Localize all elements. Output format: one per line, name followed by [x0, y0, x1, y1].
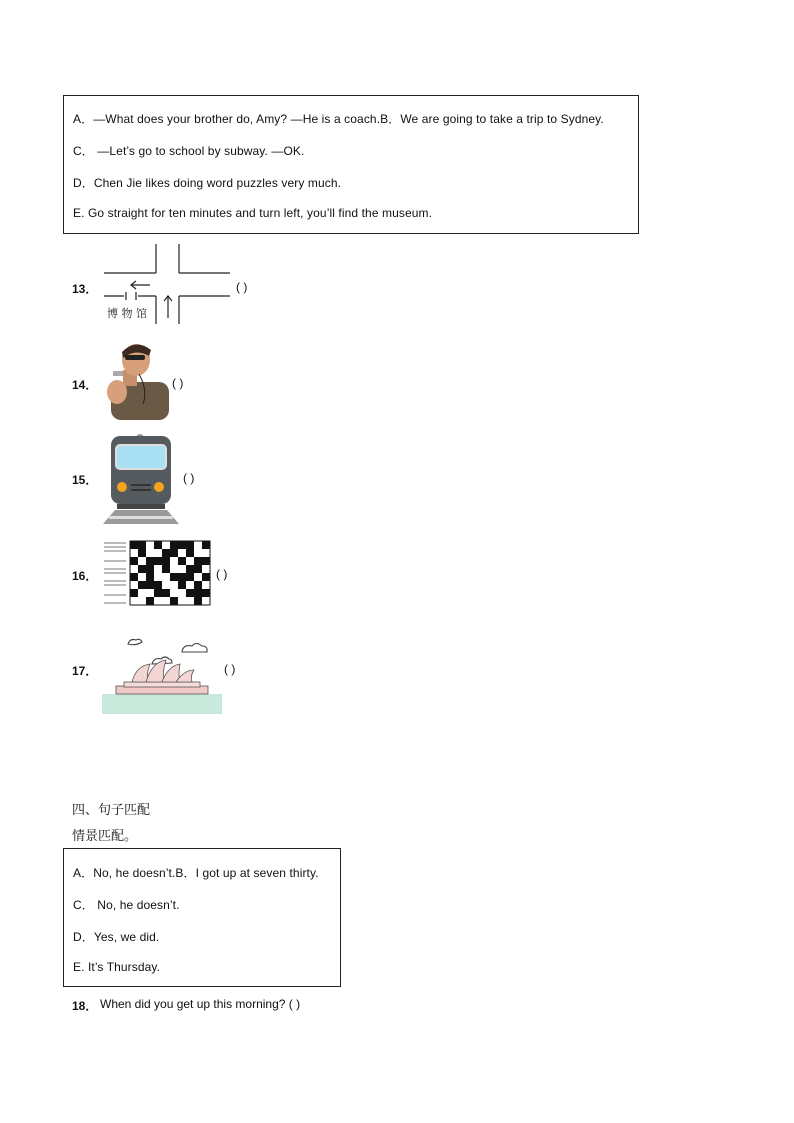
- options-box-1: [63, 95, 639, 234]
- question-17-blank[interactable]: ( ): [224, 662, 236, 676]
- section-title: 四、句子匹配: [72, 803, 151, 818]
- museum-label: 博 物 馆: [107, 307, 147, 320]
- section-instruction: 情景匹配。: [72, 829, 138, 844]
- question-13-blank[interactable]: ( ): [236, 280, 248, 294]
- option-d: D．Chen Jie likes doing word puzzles very much.: [73, 176, 342, 190]
- question-16-blank[interactable]: ( ): [216, 567, 228, 581]
- question-15-blank[interactable]: ( ): [183, 471, 195, 485]
- option-e: E. Go straight for ten minutes and turn left, you’ll find the museum.: [73, 206, 433, 220]
- option-a: A．No, he doesn’t.B．I got up at seven thirty.: [73, 866, 319, 880]
- coach-whistle-image: [103, 340, 171, 420]
- question-14-number: 14．: [72, 378, 98, 392]
- train-image: [103, 432, 181, 524]
- question-18-text[interactable]: When did you get up this morning? ( ): [100, 997, 301, 1011]
- street-map-image: [104, 244, 234, 326]
- question-17-number: 17．: [72, 664, 98, 678]
- sydney-opera-house-image: [102, 634, 222, 714]
- question-15-number: 15．: [72, 473, 98, 487]
- option-d: D．Yes, we did.: [73, 930, 160, 944]
- options-box-2: [63, 848, 341, 987]
- question-18-number: 18．: [72, 999, 98, 1013]
- question-16-number: 16．: [72, 569, 98, 583]
- option-e: E. It’s Thursday.: [73, 960, 161, 974]
- crossword-puzzle-image: [102, 537, 212, 607]
- question-13-number: 13．: [72, 282, 98, 296]
- option-c: C． No, he doesn’t.: [73, 898, 180, 912]
- option-c: C． —Let’s go to school by subway. —OK.: [73, 144, 305, 158]
- question-14-blank[interactable]: ( ): [172, 376, 184, 390]
- option-a: A．—What does your brother do, Amy? —He is a coach.B．We are going to take a trip to Sydney.: [73, 112, 604, 126]
